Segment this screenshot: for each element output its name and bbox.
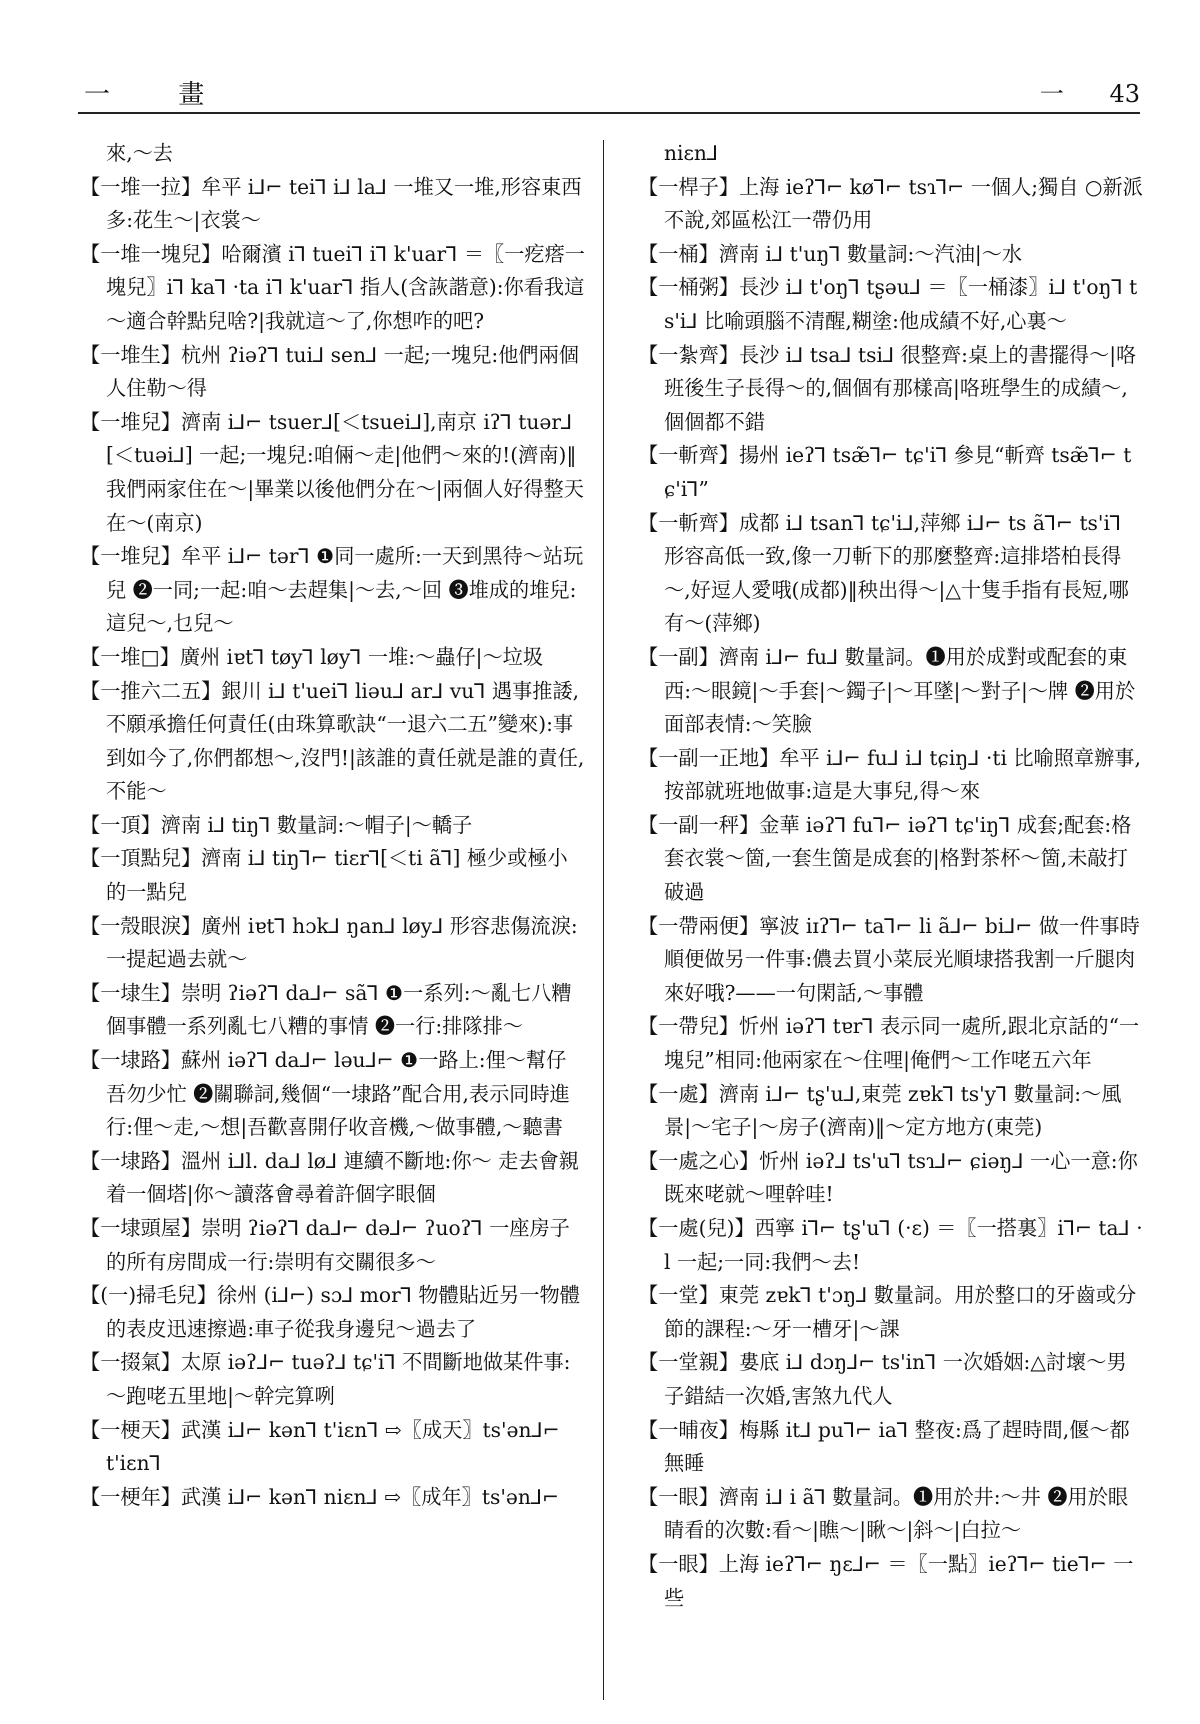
dictionary-entry: 【一晡夜】梅縣 it⅃ pu⅂⌐ ia⅂ 整夜:爲了趕時間,偃～都無睡 <box>638 1417 1130 1476</box>
header-rule <box>78 112 1140 114</box>
dictionary-entry: 【一帶兩便】寧波 iɪʔ⅂⌐ ta⅂⌐ li ã⅃⌐ bi⅃⌐ 做一件事時順便做另一件事:儂去買小菜辰光順埭搭我割一斤腿肉來好哦?——一句閑話,～事體 <box>638 913 1140 1005</box>
dictionary-entry: 【一埭生】崇明 ʔiəʔ⅂ da⅃⌐ sã⅂ ❶一系列:～亂七八糟個事體一系列亂七八糟的事情 ❷一行:排隊排～ <box>80 980 572 1039</box>
dictionary-entry: 【一頂】濟南 i⅃ tiŋ⅂ 數量詞:～帽子|～轎子 <box>80 812 473 837</box>
dictionary-entry: 來,～去 <box>106 141 173 165</box>
dictionary-entry: 【一堆生】杭州 ʔiəʔ⅂ tui⅃ sen⅃ 一起;一塊兒:他們兩個人住勒～得 <box>80 342 579 401</box>
dictionary-entry: 【一殼眼淚】廣州 iɐt⅂ hɔk⅃ ŋan⅃ løy⅃ 形容悲傷流淚:一提起過去就～ <box>80 913 578 972</box>
dictionary-entry: 【一堆一塊兒】哈爾濱 i⅂ tuei⅂ i⅂ k'uar⅂ ＝〖一疙瘩一塊兒〗i⅂ ka⅂ ·ta i⅂ k'uar⅂ 指人(含詼諧意):你看我這～適合幹點兒啥?|我就這～了,你想咋的吧? <box>80 241 585 333</box>
dictionary-entry: 【一埭路】溫州 i⅃l. da⅃ lø⅃ 連續不斷地:你～ 走去會親着一個塔|你～讀落會尋着許個字眼個 <box>80 1148 579 1207</box>
dictionary-entry: 【一眼】濟南 i⅃ i ã⅂ 數量詞。❶用於井:～井 ❷用於眼睛看的次數:看～|瞧～|瞅～|斜～|白拉～ <box>638 1484 1129 1543</box>
dictionary-entry: 【一斬齊】成都 i⅃ tsan⅂ tɕ'i⅃,萍鄉 i⅃⌐ ts ã⅂⌐ ts'i⅂ 形容高低一致,像一刀斬下的那麼整齊:這排塔柏長得～,好逗人愛哦(成都)‖秧出得～|△十隻手指有長短,哪有～(萍鄉) <box>638 510 1129 636</box>
dictionary-entry: 【一帶兒】忻州 iəʔ⅂ tɐr⅂ 表示同一處所,跟北京話的“一塊兒”相同:他兩家在～住哩|俺們～工作咾五六年 <box>638 1014 1140 1073</box>
dictionary-entry: 【(一)掃毛兒】徐州 (i⅃⌐) sɔ⅃ mor⅂ 物體貼近另一物體的表皮迅速擦過:車子從我身邊兒～過去了 <box>80 1283 580 1341</box>
dictionary-entry: 【一紮齊】長沙 i⅃ tsa⅃ tsi⅃ 很整齊:桌上的書擺得～|咯班後生子長得～的,個個有那樣高|咯班學生的成績～,個個都不錯 <box>638 342 1137 434</box>
dictionary-entry: 【一埭頭屋】崇明 ʔiəʔ⅂ da⅃⌐ də⅃⌐ ʔuoʔ⅂ 一座房子的所有房間成一行:崇明有交關很多～ <box>80 1216 570 1274</box>
right-column <box>638 137 1143 1615</box>
page-dash: 一 <box>1039 80 1064 108</box>
page-header <box>78 74 1140 114</box>
dictionary-entry: 【一副】濟南 i⅃⌐ fu⅃ 數量詞。❶用於成對或配套的東西:～眼鏡|～手套|～鐲子|～耳墜|～對子|～牌 ❷用於面部表情:～笑臉 <box>638 644 1136 737</box>
dictionary-entry: 【一眼】上海 ieʔ⅂⌐ ŋɛ⅃⌐ ＝〖一點〗ieʔ⅂⌐ tie⅂⌐ 一些 <box>638 1551 1134 1610</box>
dictionary-entry: 【一堂】東莞 zɐk⅂ t'ɔŋ⅃ 數量詞。用於整口的牙齒或分節的課程:～牙一槽牙|～課 <box>638 1283 1137 1341</box>
dictionary-entry: 【一堂親】婁底 i⅃ dɔŋ⅃⌐ ts'in⅂ 一次婚姻:△討壞～男子錯結一次婚,害煞九代人 <box>638 1350 1127 1408</box>
dictionary-entry: 【一桿子】上海 ieʔ⅂⌐ kø⅂⌐ tsɿ⅂⌐ 一個人;獨自 ○新派不說,郊區松江一帶仍用 <box>638 174 1143 233</box>
dictionary-entry: niɛn⅃ <box>664 141 719 165</box>
dictionary-entry: 【一頂點兒】濟南 i⅃ tiŋ⅂⌐ tiɛr⅂[＜ti ã⅂] 極少或極小的一點兒 <box>80 846 568 905</box>
section-title: 一 畫 <box>84 80 235 110</box>
dictionary-entry: 【一堆兒】濟南 i⅃⌐ tsuer⅃[＜tsuei⅃],南京 iʔ⅂ tuər⅃[＜tuəi⅃] 一起;一塊兒:咱倆～走|他們～來的!(濟南)‖我們兩家住在～|畢業以後他們分在～|兩個人好得整天在～(南京) <box>80 409 584 535</box>
dictionary-entry: 【一副一正地】牟平 i⅃⌐ fu⅃ i⅃ tɕiŋ⅃ ·ti 比喻照章辦事,按部就班地做事:這是大事兒,得～來 <box>638 745 1141 804</box>
dictionary-entry: 【一梗天】武漢 i⅃⌐ kən⅂ t'iɛn⅂ ⇨〖成天〗ts'ən⅃⌐ t'iɛn⅂ <box>80 1417 560 1476</box>
dictionary-entry: 【一處(兒)】西寧 i⅂⌐ tʂ'u⅂ (·ɛ) ＝〖一搭裏〗i⅂⌐ ta⅃ ·l 一起;一同:我們～去! <box>638 1216 1143 1274</box>
column-divider <box>603 140 604 1700</box>
dictionary-entry: 【一桶粥】長沙 i⅃ t'oŋ⅂ tʂəu⅃ ＝〖一桶漆〗i⅃ t'oŋ⅂ ts'i⅃ 比喻頭腦不清醒,糊塗:他成績不好,心裏～ <box>638 275 1138 333</box>
dictionary-entry: 【一桶】濟南 i⅃ t'uŋ⅂ 數量詞:～汽油|～水 <box>638 241 1023 266</box>
dictionary-entry: 【一處之心】忻州 iəʔ⅃ ts'u⅂ tsɿ⅃⌐ ɕiəŋ⅃ 一心一意:你既來咾就～哩幹哇! <box>638 1148 1138 1207</box>
dictionary-entry: 【一堆兒】牟平 i⅃⌐ tər⅂ ❶同一處所:一天到黑待～站玩兒 ❷一同;一起:咱～去趕集|～去,～回 ❸堆成的堆兒:這兒～,乜兒～ <box>80 544 584 636</box>
dictionary-entry: 【一推六二五】銀川 i⅃ t'uei⅂ liəu⅃ ar⅃ vu⅂ 遇事推諉,不願承擔任何責任(由珠算歌訣“一退六二五”變來):事到如今了,你們都想～,沒門!|該誰的責任就是誰的責任,不能～ <box>80 678 585 804</box>
left-column <box>80 137 585 1514</box>
dictionary-entry: 【一埭路】蘇州 iəʔ⅂ da⅃⌐ ləu⅃⌐ ❶一路上:俚～幫仔吾勿少忙 ❷關聯詞,幾個“一埭路”配合用,表示同時進行:俚～走,～想|吾歡喜開仔收音機,～做事體,～聽書 <box>80 1048 570 1140</box>
dictionary-entry: 【一副一秤】金華 iəʔ⅂ fu⅂⌐ iəʔ⅂ tɕ'iŋ⅂ 成套;配套:格套衣裳～箇,一套生箇是成套的|格對茶杯～箇,未敲打破過 <box>638 812 1132 905</box>
dictionary-entry: 【一掇氣】太原 iəʔ⅃⌐ tuəʔ⅃ tɕ'i⅂ 不間斷地做某件事:～跑咾五里地|～幹完算咧 <box>80 1350 571 1408</box>
page-number: 43 <box>1109 80 1140 108</box>
dictionary-entry: 【一堆□】廣州 iɐt⅂ tøy⅂ løy⅂ 一堆:～蟲仔|～垃圾 <box>80 644 544 669</box>
page-number-area <box>1040 74 1140 109</box>
dictionary-entry: 【一堆一拉】牟平 i⅃⌐ tei⅂ i⅃ la⅃ 一堆又一堆,形容東西多:花生～|衣裳～ <box>80 174 582 233</box>
dictionary-entry: 【一梗年】武漢 i⅃⌐ kən⅂ niɛn⅃ ⇨〖成年〗ts'ən⅃⌐ <box>80 1484 559 1509</box>
dictionary-entry: 【一處】濟南 i⅃⌐ tʂ'u⅃,東莞 zɐk⅂ ts'y⅂ 數量詞:～風景|～宅子|～房子(濟南)‖～定方地方(東莞) <box>638 1081 1122 1140</box>
dictionary-entry: 【一斬齊】揚州 ieʔ⅂ tsæ̃⅂⌐ tɕ'i⅂ 參見“斬齊 tsæ̃⅂⌐ tɕ'i⅂” <box>638 443 1132 501</box>
